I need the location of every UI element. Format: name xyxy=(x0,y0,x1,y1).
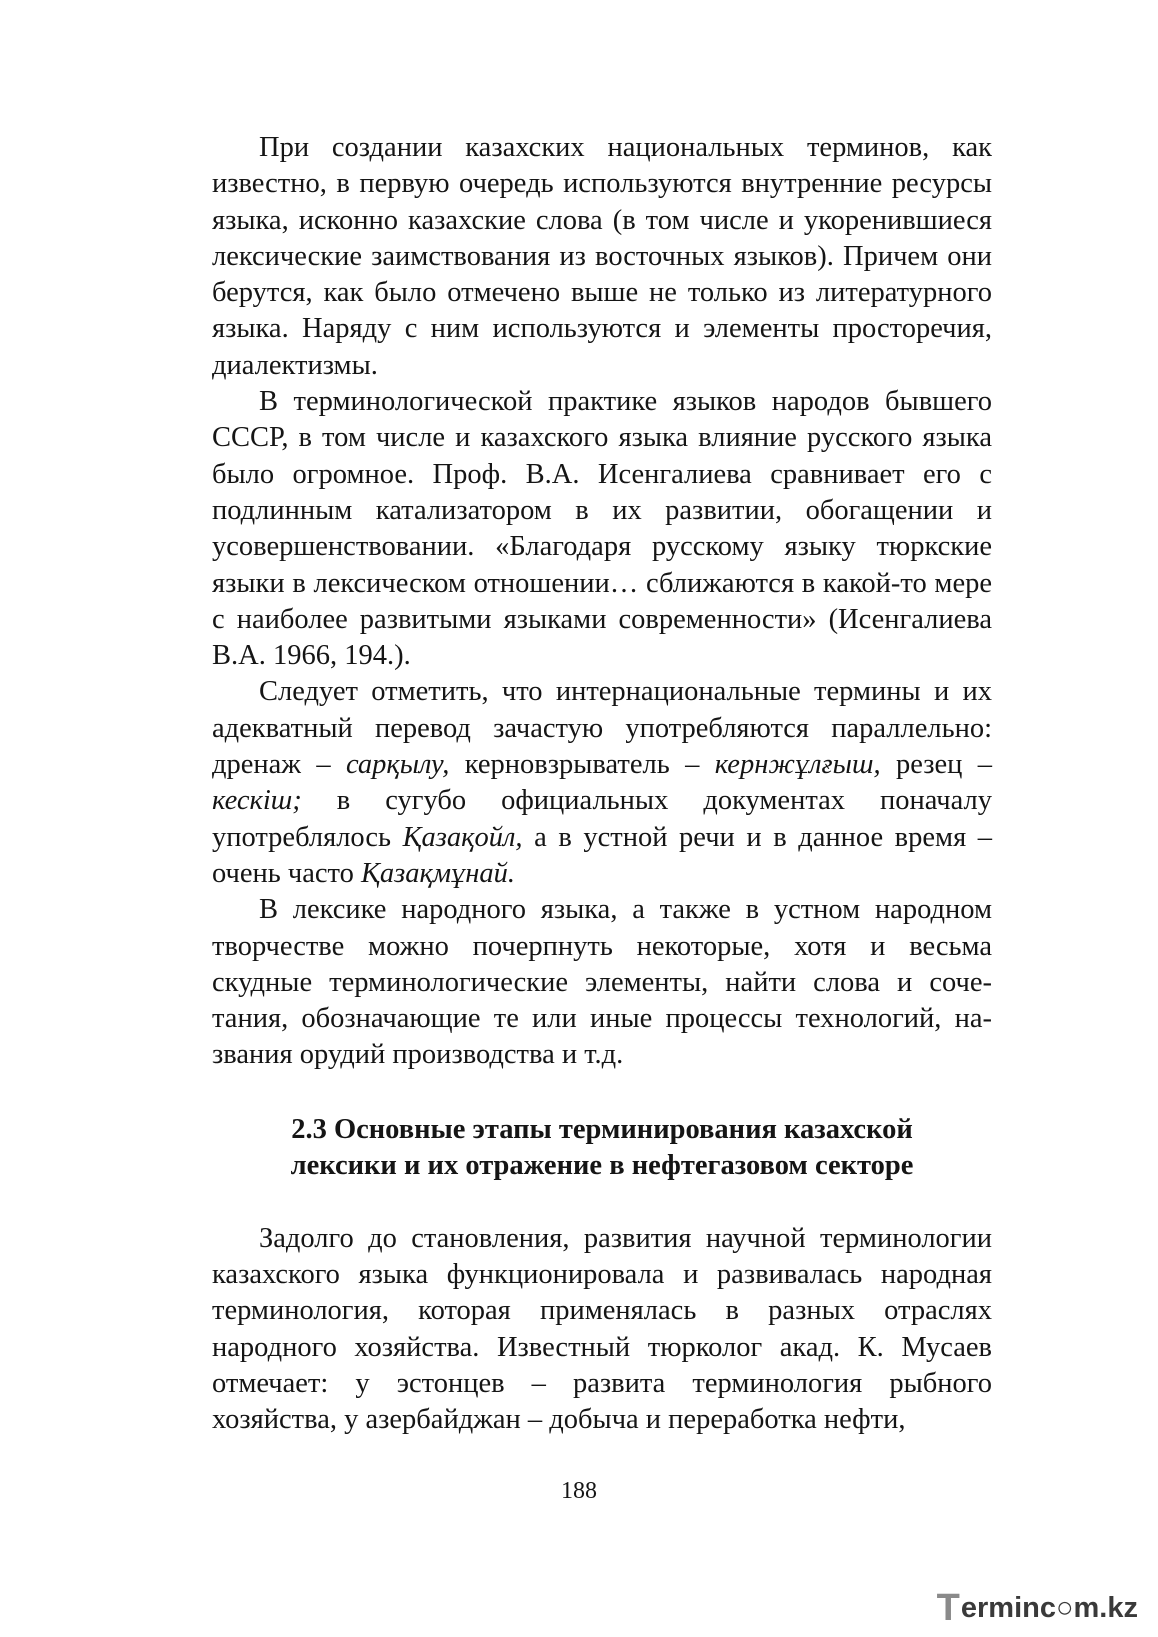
paragraph xyxy=(212,384,992,674)
watermark-logo-letter: T xyxy=(936,1586,960,1629)
text-run: В лексике народного языка, а также в устном народном творчестве можно почерпнуть некоторые, хотя и весьма скудные терминологические элементы, найти слова и сочетания, обозначающие те или иные процессы технологий, названия орудий производства и т.д. xyxy=(212,894,992,1071)
text-run: в сугубо официальных документах поначалу употреблялось xyxy=(212,785,992,853)
paragraph xyxy=(212,130,992,384)
section-heading xyxy=(212,1112,992,1184)
italic-term: кескіш; xyxy=(212,785,302,817)
text-run: Следует отметить, что интернациональные термины и их адекватный перевод зачастую употребляются параллельно: дренаж – xyxy=(212,676,992,781)
italic-term: Қазақмұнай. xyxy=(360,857,516,889)
text-run: керновзрыватель – xyxy=(449,749,715,781)
text-run: При создании казахских национальных терминов, как известно, в первую очередь используются внутренние ресурсы языка, исконно казахские слова (в том числе и укоренившиеся лексические заимствования из восточных языков). Причем они берутся, как было отмечено выше не только из литературного языка. Наряду с ним используются и элементы просторечия, диалектизмы. xyxy=(212,132,992,381)
site-watermark xyxy=(937,1588,1138,1628)
body-text-bottom xyxy=(212,1221,992,1439)
watermark-text-part-1: erminc xyxy=(960,1591,1056,1624)
italic-term: Қазақойл, xyxy=(402,821,523,853)
text-run: резец – xyxy=(880,749,992,781)
text-run: Задолго до становления, развития научной терминологии казахского языка функционировала и развивалась народная терминология, которая применялась в разных отраслях народного хозяйства. Известный тюрколог акад. К. Мусаев отмечает: у эстонцев – развита терминология рыбного хозяйства, у азербайджан – добыча и переработка нефти, xyxy=(212,1222,992,1436)
text-run: а в устной речи и в данное время – очень часто xyxy=(212,821,993,889)
italic-term: сарқылу, xyxy=(345,749,450,781)
body-text-top xyxy=(212,130,992,1074)
watermark-magnifier-icon: ○ xyxy=(1055,1591,1074,1624)
section-heading-line-2: лексики и их отражение в нефтегазовом секторе xyxy=(290,1149,914,1181)
paragraph xyxy=(212,1221,992,1439)
text-run: В терминологической практике языков народов бывшего СССР, в том числе и казахского языка влияние русского языка было огромное. Проф. В.А. Исенгалиева сравнивает его с подлинным катализатором в их развитии, обогащении и усовершенствовании. «Благодаря русскому языку тюркские языки в лексическом отношении… сближаются в какой-то мере с наиболее развитыми языками современности» (Исенгалиева В.А. 1966, 194.). xyxy=(212,386,992,672)
page-number: 188 xyxy=(561,1478,597,1504)
paragraph xyxy=(212,892,992,1073)
watermark-text-part-2: m.kz xyxy=(1073,1591,1138,1624)
section-heading-line-1: 2.3 Основные этапы терминирования казахской xyxy=(291,1113,913,1145)
page-content xyxy=(212,130,992,1439)
italic-term: кернжұлғыш, xyxy=(714,749,881,781)
paragraph xyxy=(212,674,992,892)
